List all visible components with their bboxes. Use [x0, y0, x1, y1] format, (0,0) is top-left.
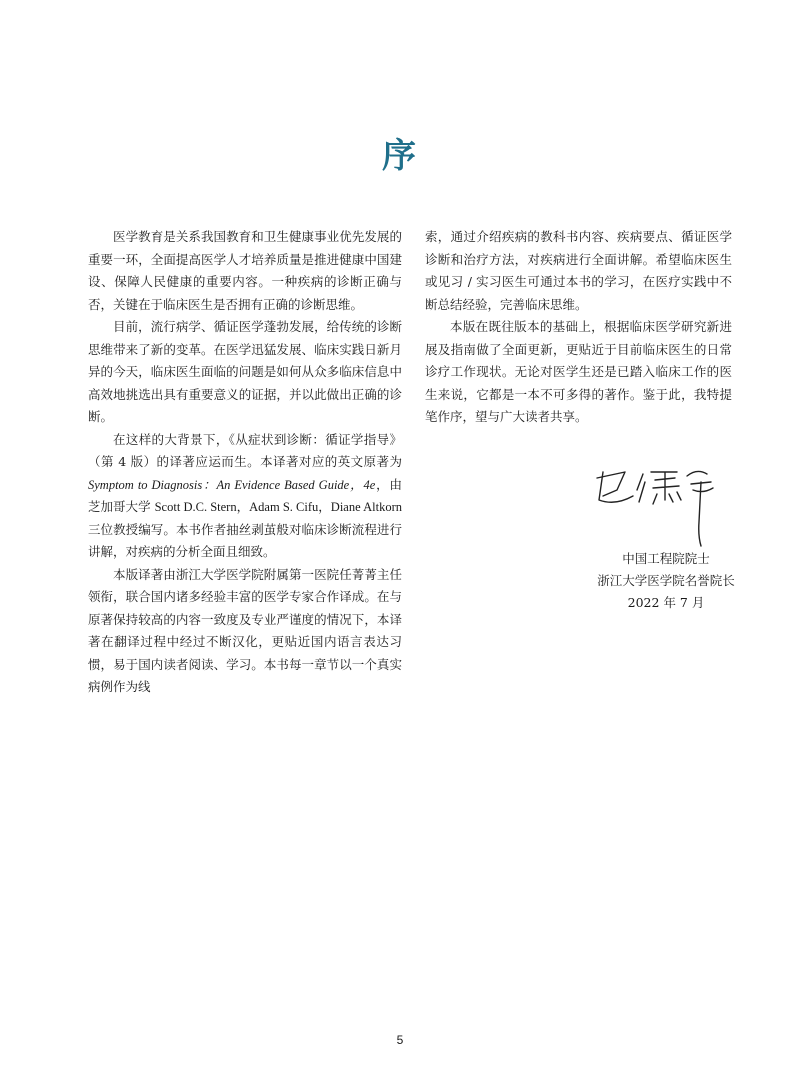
- paragraph-3-text-b: ，由芝加哥大学: [88, 476, 402, 514]
- original-authors: Scott D.C. Stern，Adam S. Cifu，Diane Altkorn: [154, 500, 402, 514]
- paragraph-4: 本版译著由浙江大学医学院附属第一医院任菁菁主任领衔，联合国内诸多经验丰富的医学专家合作译成。在与原著保持较高的内容一致度及专业严谨度的情况下，本译著在翻译过程中经过不断汉化，更贴近国内语言表达习惯，易于国内读者阅读、学习。本书每一章节以一个真实病例作为线: [88, 566, 402, 694]
- paragraph-1: 医学教育是关系我国教育和卫生健康事业优先发展的重要一环，全面提高医学人才培养质量是推进健康中国建设、保障人民健康的重要内容。一种疾病的诊断正确与否，关键在于临床医生是否拥有正确的诊断思维。: [88, 229, 402, 312]
- paragraph-2: 目前，流行病学、循证医学蓬勃发展，给传统的诊断思维带来了新的变革。在医学迅猛发展、临床实践日新月异的今天，临床医生面临的问题是如何从众多临床信息中高效地挑选出具有重要意义的证据，并以此做出正确的诊断。: [88, 319, 402, 424]
- signature-title: 中国工程院院士: [622, 551, 710, 566]
- signature-date: 2022 年 7 月: [627, 595, 705, 610]
- left-column: [88, 226, 402, 699]
- paragraph-3-text-a: 在这样的大背景下，《从症状到诊断：循证学指导》（第 4 版）的译著应运而生。本译著对应的英文原著为: [88, 431, 402, 469]
- paragraph-4-continued: 索，通过介绍疾病的教科书内容、疾病要点、循证医学诊断和治疗方法，对疾病进行全面讲解。希望临床医生或见习 / 实习医生可通过本书的学习，在医疗实践中不断总结经验，完善临床思维。: [425, 229, 732, 312]
- original-book-title: Symptom to Diagnosis：An Evidence Based Guide，4e: [88, 477, 376, 492]
- signature-affiliation: 浙江大学医学院名誉院长: [597, 573, 735, 588]
- paragraph-3: [88, 429, 402, 564]
- paragraph-3-text-c: 三位教授编写。本书作者抽丝剥茧般对临床诊断流程进行讲解，对疾病的分析全面且细致。: [88, 521, 402, 559]
- page-number: 5: [396, 1033, 404, 1047]
- handwritten-signature: [585, 460, 750, 550]
- paragraph-5: 本版在既往版本的基础上，根据临床医学研究新进展及指南做了全面更新，更贴近于目前临床医生的日常诊疗工作现状。无论对医学生还是已踏入临床工作的医生来说，它都是一本不可多得的著作。鉴于此，我特提笔作序，望与广大读者共享。: [425, 319, 732, 424]
- page-title: 序: [382, 136, 418, 176]
- right-column: [425, 226, 732, 429]
